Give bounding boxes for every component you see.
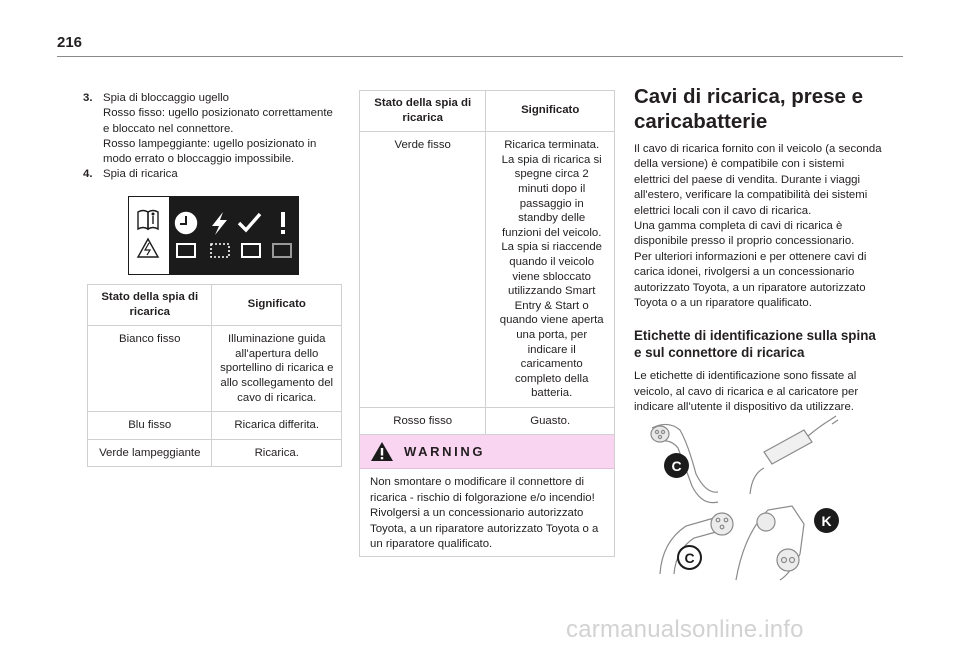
subsection-paragraph bbox=[634, 369, 896, 415]
table-row bbox=[360, 407, 615, 435]
list-line: Spia di ricarica bbox=[103, 168, 178, 181]
paragraph-line: carica idonei, rivolgersi a un concessionario bbox=[634, 266, 855, 279]
indicator-light-icon bbox=[211, 244, 229, 257]
lightning-icon bbox=[212, 212, 227, 235]
list-line: Spia di bloccaggio ugello bbox=[103, 92, 230, 104]
paragraph-line: elettrici del paese di vendita. Durante i viaggi bbox=[634, 173, 861, 186]
subsection-title bbox=[634, 327, 896, 361]
paragraph-line: Il cavo di ricarica fornito con il veicolo (a seconda bbox=[634, 143, 882, 155]
list-line: modo errato o bloccaggio impossibile. bbox=[103, 153, 295, 166]
section-title-line: Cavi di ricarica, prese e bbox=[634, 85, 864, 108]
table-header-row bbox=[360, 91, 615, 132]
table-cell: Ricarica differita. bbox=[212, 412, 342, 440]
table-cell: Guasto. bbox=[486, 407, 615, 435]
label-badge-k: K bbox=[814, 508, 839, 533]
charging-light-table-continued bbox=[359, 90, 615, 435]
charging-light-table bbox=[87, 284, 342, 467]
label-badge-c: C bbox=[664, 453, 689, 478]
page-number: 216 bbox=[57, 34, 83, 51]
charging-cable-control-box-illustration bbox=[750, 416, 838, 494]
numbered-list bbox=[83, 91, 343, 183]
table-header: Stato della spia di ricarica bbox=[88, 285, 212, 326]
section-title-line: caricabatterie bbox=[634, 110, 768, 133]
subsection-title-line: e sul connettore di ricarica bbox=[634, 345, 805, 361]
checkmark-icon bbox=[239, 214, 260, 230]
table-row bbox=[88, 412, 342, 440]
table-header-row bbox=[88, 285, 342, 326]
section-paragraph bbox=[634, 142, 896, 311]
paragraph-line: Per ulteriori informazioni e per ottenere cavi di bbox=[634, 250, 867, 263]
combined-inlet-illustration bbox=[736, 506, 804, 580]
indicator-light-icon bbox=[177, 244, 195, 257]
label-badge-c: C bbox=[677, 545, 702, 570]
list-line: Rosso lampeggiante: ugello posizionato in bbox=[103, 137, 317, 150]
paragraph-line: della versione) è compatibile con i sistemi bbox=[634, 158, 845, 171]
table-row bbox=[360, 132, 615, 408]
table-cell: Ricarica terminata. La spia di ricarica si spegne circa 2 minuti dopo il passaggio in standby delle funzioni del veicolo. La spia si riaccende quando il veicolo viene sbloccato utilizzando Smart Entry & Start o quando viene aperta una porta, per indicare il caricamento completo della batteria. bbox=[486, 132, 615, 408]
charging-cables-section bbox=[634, 84, 896, 416]
table-header: Significato bbox=[212, 285, 342, 326]
table-cell: Verde lampeggiante bbox=[88, 439, 212, 467]
paragraph-line: elettrici locali con il cavo di ricarica. bbox=[634, 204, 812, 217]
table-cell: Rosso fisso bbox=[360, 407, 486, 435]
warning-line: Toyota, a un riparatore autorizzato Toyota o a bbox=[370, 522, 599, 535]
table-cell: Verde fisso bbox=[360, 132, 486, 408]
paragraph-line: Toyota o a un riparatore qualificato. bbox=[634, 297, 812, 310]
table-row bbox=[88, 326, 342, 412]
warning-text bbox=[360, 469, 614, 553]
warning-box bbox=[359, 434, 615, 557]
table-cell: Illuminazione guida all'apertura dello sportellino di ricarica e allo scollegamento del cavo di ricarica. bbox=[212, 326, 342, 412]
paragraph-line: veicolo, al cavo di ricarica e al caricatore per bbox=[634, 385, 859, 398]
paragraph-line: all'estero, verificare la compatibilità dei sistemi bbox=[634, 189, 868, 202]
clock-icon bbox=[176, 213, 196, 233]
paragraph-line: Una gamma completa di cavi di ricarica è bbox=[634, 220, 843, 233]
warning-line: ricarica - rischio di folgorazione e/o incendio! bbox=[370, 491, 595, 504]
table-header: Stato della spia di ricarica bbox=[360, 91, 486, 132]
paragraph-line: disponibile presso il proprio concessionario. bbox=[634, 235, 855, 248]
watermark: carmanualsonline.info bbox=[566, 616, 804, 643]
paragraph-line: autorizzato Toyota, a un riparatore autorizzato bbox=[634, 281, 866, 294]
list-item bbox=[83, 91, 343, 167]
table-cell: Bianco fisso bbox=[88, 326, 212, 412]
list-line: e bloccato nel connettore. bbox=[103, 122, 234, 135]
warning-line: Rivolgersi a un concessionario autorizzato bbox=[370, 507, 584, 519]
section-title bbox=[634, 84, 896, 134]
list-number: 4. bbox=[83, 168, 93, 181]
table-cell: Blu fisso bbox=[88, 412, 212, 440]
list-item bbox=[83, 167, 343, 182]
warning-title: WARNING bbox=[404, 444, 486, 459]
list-line: Rosso fisso: ugello posizionato correttamente bbox=[103, 107, 333, 120]
exclamation-icon bbox=[281, 212, 285, 234]
warning-line: un riparatore qualificato. bbox=[370, 538, 493, 550]
table-header: Significato bbox=[486, 91, 615, 132]
charging-indicator-panel bbox=[128, 196, 299, 275]
list-number: 3. bbox=[83, 92, 93, 104]
header-rule bbox=[57, 56, 903, 57]
warning-line: Non smontare o modificare il connettore di bbox=[370, 476, 584, 488]
warning-header bbox=[360, 435, 614, 469]
subsection-title-line: Etichette di identificazione sulla spina bbox=[634, 328, 876, 344]
warning-triangle-icon bbox=[370, 441, 394, 462]
connector-labels-illustration bbox=[640, 414, 860, 584]
indicator-light-icon bbox=[242, 244, 260, 257]
paragraph-line: Le etichette di identificazione sono fissate al bbox=[634, 370, 857, 383]
table-cell: Ricarica. bbox=[212, 439, 342, 467]
table-row bbox=[88, 439, 342, 467]
indicator-light-icon bbox=[273, 244, 291, 257]
paragraph-line: indicare all'utente il dispositivo da utilizzare. bbox=[634, 401, 854, 414]
